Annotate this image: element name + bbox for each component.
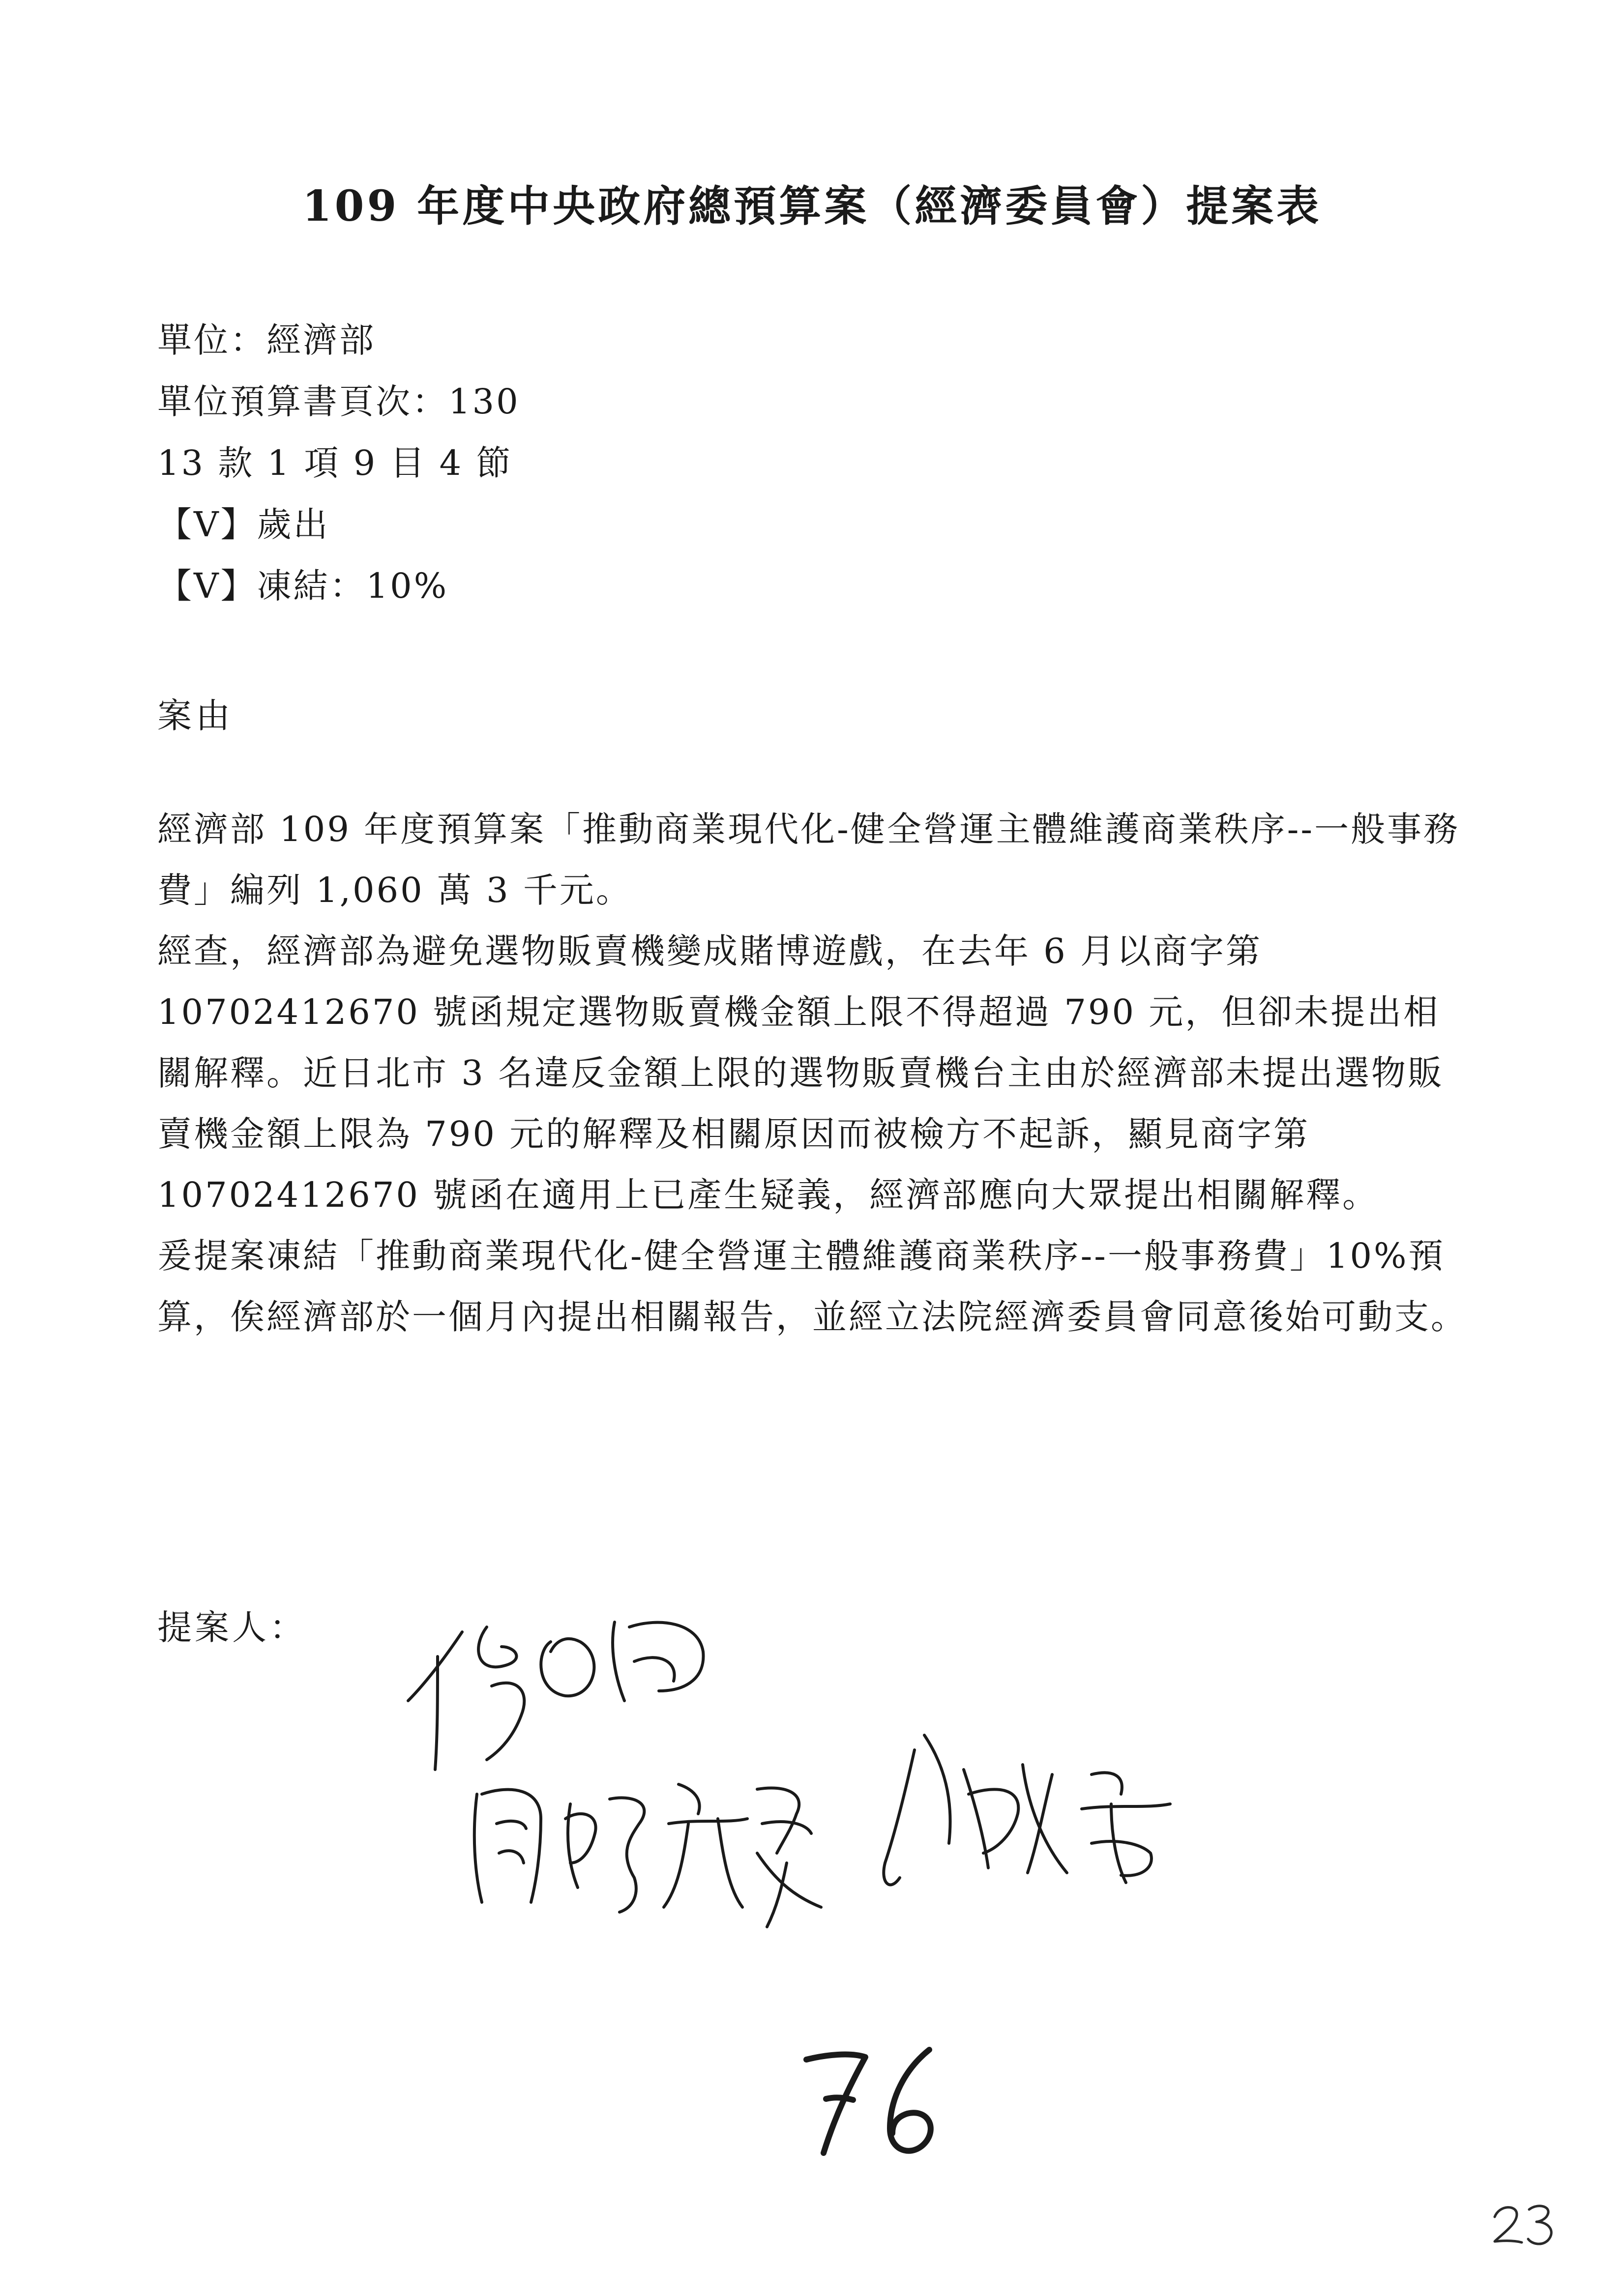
meta-unit: 單位：經濟部 bbox=[157, 320, 376, 360]
handwritten-page-number bbox=[1490, 2197, 1559, 2251]
meta-freeze: 【V】凍結：10% bbox=[157, 566, 449, 606]
proposer-label: 提案人： bbox=[157, 1607, 307, 1648]
handwritten-number bbox=[797, 2040, 954, 2163]
paragraph: 經查，經濟部為避免選物販賣機變成賭博遊戲，在去年 6 月以商字第 10702412670 號函規定選物販賣機金額上限不得超過 790 元，但卻未提出相關解釋。近日北市 3 名違反金額上限的選物販賣機台主由於經濟部未提出選物販賣機金額上限為 790 元的解釋及相關原因而被檢方不起訴，顯見商字第 10702412670 號函在適用上已產生疑義，經濟部應向大眾提出相關解釋。 bbox=[157, 931, 1445, 1215]
handwritten-signatures bbox=[403, 1588, 1239, 1932]
document-title: 109 年度中央政府總預算案（經濟委員會）提案表 bbox=[302, 181, 1322, 231]
paragraph: 爰提案凍結「推動商業現代化-健全營運主體維護商業秩序--一般事務費」10%預算，俟經濟部於一個月內提出相關報告，並經立法院經濟委員會同意後始可動支。 bbox=[157, 1236, 1467, 1337]
reason-heading: 案由 bbox=[157, 696, 234, 736]
meta-budget-page: 單位預算書頁次：130 bbox=[157, 381, 520, 422]
meta-expenditure: 【V】歲出 bbox=[157, 504, 330, 545]
reason-body bbox=[157, 799, 1470, 1347]
document-meta bbox=[157, 310, 520, 617]
paragraph: 經濟部 109 年度預算案「推動商業現代化-健全營運主體維護商業秩序--一般事務費」編列 1,060 萬 3 千元。 bbox=[157, 809, 1460, 910]
meta-budget-item: 13 款 1 項 9 目 4 節 bbox=[157, 443, 513, 483]
